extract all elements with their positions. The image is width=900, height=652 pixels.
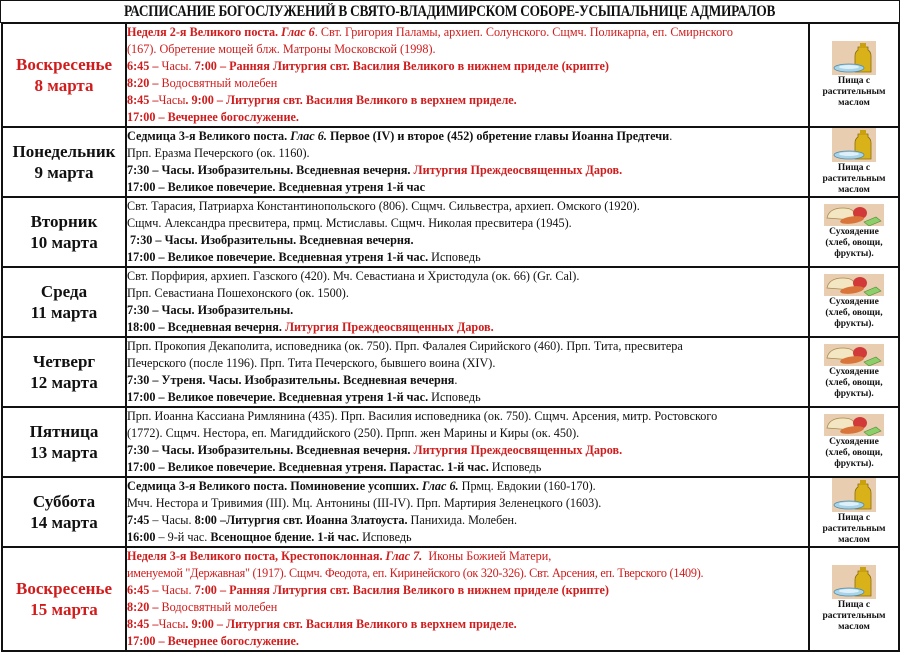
date: 10 марта — [30, 233, 98, 252]
day-cell — [2, 197, 126, 267]
service-line: 17:00 – Вечернее богослужение. — [127, 110, 299, 124]
feast-line — [127, 548, 808, 565]
services-cell — [126, 547, 809, 651]
day-cell — [2, 267, 126, 337]
weekday: Воскресенье — [15, 55, 112, 74]
services-cell — [126, 197, 809, 267]
fasting-label: Пища с — [837, 163, 871, 173]
fasting-cell — [809, 23, 899, 127]
service-line — [127, 512, 808, 529]
saints-line: именуемой "Державная" (1917). Сщмч. Феодота, еп. Киринейского (ок 320-326). Свт. Арсения, еп. Тверского (1409). — [127, 566, 704, 580]
weekday: Пятница — [29, 422, 99, 441]
service-time: 6:45 – — [127, 59, 162, 73]
service-line — [127, 92, 808, 109]
fasting-label: Пища с — [837, 513, 871, 523]
service-name: 7:30 – Утреня. Часы. Изобразительны. Вседневная вечерня — [127, 373, 455, 387]
service-name: Всенощное бдение. 1-й час. — [210, 530, 360, 544]
service-name: Часы — [158, 93, 186, 107]
schedule-row-wednesday-11 — [2, 267, 899, 337]
fasting-cell — [809, 127, 899, 197]
service-name: Панихида. Молебен. — [407, 513, 518, 527]
bread-vegetables-fruits-icon — [824, 414, 884, 436]
fasting-label: растительным — [822, 87, 886, 97]
fasting-label: фрукты). — [834, 459, 874, 469]
schedule-row-sunday-15 — [2, 547, 899, 651]
service-name: – 9-й час. — [155, 530, 211, 544]
services-cell — [126, 23, 809, 127]
plate-with-oil-bottle-icon — [832, 41, 876, 75]
fasting-label: маслом — [838, 98, 870, 108]
bread-vegetables-fruits-icon — [824, 204, 884, 226]
day-cell — [2, 23, 126, 127]
service-time: 6:45 – — [127, 583, 162, 597]
service-line — [127, 389, 808, 406]
bread-vegetables-fruits-icon — [824, 274, 884, 296]
services-cell — [126, 127, 809, 197]
service-line — [127, 582, 808, 599]
service-name: Часы. — [161, 59, 195, 73]
feast-title: Неделя 2-я Великого поста. — [127, 25, 282, 39]
feast-line — [127, 24, 808, 41]
fasting-label: (хлеб, овощи, — [825, 308, 883, 318]
feast-title: Седмица 3-я Великого поста. Поминовение усопших. — [127, 479, 422, 493]
fasting-label: Сухоядение — [829, 297, 879, 307]
services-cell — [126, 407, 809, 477]
service-name: . 9:00 – Литургия свт. Василия Великого в верхнем приделе. — [185, 93, 517, 107]
service-line: 7:30 – Часы. Изобразительны. Вседневная вечерня. — [127, 233, 414, 247]
service-name: Литургия Преждеосвященных Даров. — [284, 320, 494, 334]
fasting-label: Сухоядение — [829, 367, 879, 377]
feast-line — [127, 478, 808, 495]
plate-with-oil-bottle-icon — [832, 565, 876, 599]
feast-title: Первое (IV) и второе (452) обретение главы Иоанна Предтечи — [326, 129, 670, 143]
confession: Исповедь — [431, 250, 481, 264]
date: 13 марта — [30, 443, 98, 462]
fasting-label: фрукты). — [834, 389, 874, 399]
day-cell — [2, 547, 126, 651]
date: 14 марта — [30, 513, 98, 532]
service-line — [127, 529, 808, 546]
service-line — [127, 616, 808, 633]
service-time: 7:45 — [127, 513, 150, 527]
service-line — [127, 58, 808, 75]
service-time: 16:00 — [127, 530, 156, 544]
service-name: Литургия Преждеосвященных Даров. — [413, 163, 623, 177]
saints-line: Свт. Тарасия, Патриарха Константинопольского (806). Сщмч. Сильвестра, архиеп. Омского (1920). — [127, 199, 640, 213]
service-name: 7:00 – Ранняя Литургия свт. Василия Великого в нижнем приделе (крипте) — [194, 583, 609, 597]
service-line: 7:30 – Часы. Изобразительны. — [127, 303, 294, 317]
confession: Исповедь — [431, 390, 481, 404]
service-name: Часы. — [161, 583, 195, 597]
fasting-label: (хлеб, овощи, — [825, 378, 883, 388]
bread-vegetables-fruits-icon — [824, 344, 884, 366]
service-name: 7:30 – Часы. Изобразительны. Вседневная вечерня. — [127, 163, 414, 177]
fasting-label: растительным — [822, 174, 886, 184]
date: 15 марта — [30, 600, 98, 619]
service-name: Водосвятный молебен — [161, 76, 278, 90]
feast-line — [127, 128, 808, 145]
date: 11 марта — [30, 303, 98, 322]
service-name: 18:00 – Вседневная вечерня. — [127, 320, 285, 334]
page-title-text: РАСПИСАНИЕ БОГОСЛУЖЕНИЙ В СВЯТО-ВЛАДИМИРСКОМ СОБОРЕ-УСЫПАЛЬНИЦЕ АДМИРАЛОВ — [124, 3, 776, 20]
day-cell — [2, 407, 126, 477]
saints-line: (167). Обретение мощей блж. Матроны Московской (1998). — [127, 42, 436, 56]
service-line — [127, 599, 808, 616]
day-cell — [2, 477, 126, 547]
saints-line: Прп. Севастиана Пошехонского (ок. 1500). — [127, 286, 349, 300]
confession: Исповедь — [359, 530, 412, 544]
service-line — [127, 162, 808, 179]
schedule-row-friday-13 — [2, 407, 899, 477]
fasting-label: фрукты). — [834, 319, 874, 329]
service-line — [127, 75, 808, 92]
punctuation: . — [454, 373, 458, 387]
service-time: 8:20 – — [127, 76, 162, 90]
day-cell — [2, 337, 126, 407]
services-cell — [126, 267, 809, 337]
weekday: Воскресенье — [15, 579, 112, 598]
saints-line: Прп. Иоанна Кассиана Римлянина (435). Прп. Василия исповедника (ок. 750). Сщмч. Арсения, митр. Ростовского — [127, 409, 718, 423]
plate-with-oil-bottle-icon — [832, 478, 876, 512]
service-line — [127, 459, 808, 476]
service-name: Литургия Преждеосвященных Даров. — [413, 443, 623, 457]
schedule-row-monday-9 — [2, 127, 899, 197]
fasting-label: Пища с — [837, 76, 871, 86]
punctuation: . — [669, 129, 673, 143]
service-line — [127, 372, 808, 389]
schedule-row-sunday-8 — [2, 23, 899, 127]
date: 8 марта — [34, 76, 94, 95]
saints-line: Свт. Порфирия, архиеп. Газского (420). Мч. Севастиана и Христодула (ок. 66) (Gr. Cal). — [127, 269, 580, 283]
saints-line: (1772). Сщмч. Нестора, еп. Магиддийского (250). Прпп. жен Марины и Киры (ок. 450). — [127, 426, 580, 440]
service-line — [127, 249, 808, 266]
fasting-label: Сухоядение — [829, 227, 879, 237]
fasting-label: маслом — [838, 535, 870, 545]
service-name: 17:00 – Великое повечерие. Вседневная утреня. Парастас. 1-й час. — [127, 460, 492, 474]
page-title — [0, 0, 900, 23]
saints-line: Печерского (после 1196). Прп. Тита Печерского, бывшего воина (XIV). — [127, 356, 496, 370]
fasting-label: маслом — [838, 185, 870, 195]
service-name: 7:30 – Часы. Изобразительны. Вседневная вечерня. — [127, 443, 414, 457]
fasting-label: (хлеб, овощи, — [825, 448, 883, 458]
fasting-cell — [809, 267, 899, 337]
fasting-label: Сухоядение — [829, 437, 879, 447]
tone: Глас 7. — [385, 549, 423, 563]
weekday: Среда — [40, 282, 88, 301]
service-line: 17:00 – Вечернее богослужение. — [127, 634, 299, 648]
confession: Исповедь — [491, 460, 542, 474]
service-name: Водосвятный молебен — [161, 600, 278, 614]
feast-title: Неделя 3-я Великого поста, Крестопоклонная. — [127, 549, 386, 563]
tone: Глас 6. — [421, 479, 459, 493]
fasting-cell — [809, 547, 899, 651]
service-line: 17:00 – Великое повечерие. Вседневная утреня 1-й час — [127, 180, 426, 194]
fasting-cell — [809, 477, 899, 547]
service-name: . 9:00 – Литургия свт. Василия Великого в верхнем приделе. — [185, 617, 517, 631]
weekday: Понедельник — [12, 142, 116, 161]
weekday: Четверг — [32, 352, 96, 371]
fasting-label: растительным — [822, 611, 886, 621]
plate-with-oil-bottle-icon — [832, 128, 876, 162]
fasting-label: (хлеб, овощи, — [825, 238, 883, 248]
tone: Глас 6. — [290, 129, 327, 143]
fasting-label: маслом — [838, 622, 870, 632]
service-name: 17:00 – Великое повечерие. Вседневная утреня 1-й час. — [127, 390, 432, 404]
weekday: Вторник — [30, 212, 98, 231]
fasting-label: растительным — [822, 524, 886, 534]
saints: . Свт. Григория Паламы, архиеп. Солунского. Сщмч. Поликарпа, еп. Смирнского — [314, 25, 733, 39]
saints-line: Сщмч. Александра пресвитера, прмц. Мстиславы. Сщмч. Николая пресвитера (1945). — [127, 216, 572, 230]
services-cell — [126, 337, 809, 407]
saints: Иконы Божией Матери, — [422, 549, 552, 563]
fasting-cell — [809, 407, 899, 477]
schedule-row-saturday-14 — [2, 477, 899, 547]
saints-line: Прп. Прокопия Декаполита, исповедника (ок. 750). Прп. Фалалея Сирийского (460). Прп. Тита, пресвитера — [127, 339, 683, 353]
schedule-table — [1, 22, 900, 652]
service-time: 8:20 – — [127, 600, 162, 614]
tone: Глас 6 — [281, 25, 315, 39]
fasting-cell — [809, 197, 899, 267]
saints-line: Мчч. Нестора и Тривимия (III). Мц. Антонины (III-IV). Прп. Мартирия Зеленецкого (1603). — [127, 496, 602, 510]
service-line — [127, 319, 808, 336]
fasting-label: фрукты). — [834, 249, 874, 259]
services-cell — [126, 477, 809, 547]
service-time: 8:45 – — [127, 617, 159, 631]
date: 9 марта — [34, 163, 94, 182]
schedule-row-tuesday-10 — [2, 197, 899, 267]
day-cell — [2, 127, 126, 197]
saints-line: Прп. Еразма Печерского (ок. 1160). — [127, 146, 310, 160]
date: 12 марта — [30, 373, 98, 392]
service-line — [127, 442, 808, 459]
feast-title: Седмица 3-я Великого поста. — [127, 129, 291, 143]
service-name: 17:00 – Великое повечерие. Вседневная утреня 1-й час. — [127, 250, 432, 264]
weekday: Суббота — [32, 492, 96, 511]
saints: Прмц. Евдокии (160-170). — [458, 479, 596, 493]
service-name: Часы — [158, 617, 186, 631]
service-time: 8:45 – — [127, 93, 159, 107]
service-name: 8:00 –Литургия свт. Иоанна Златоуста. — [194, 513, 408, 527]
fasting-cell — [809, 337, 899, 407]
service-name: 7:00 – Ранняя Литургия свт. Василия Великого в нижнем приделе (крипте) — [194, 59, 609, 73]
fasting-label: Пища с — [837, 600, 871, 610]
service-name: – Часы. — [149, 513, 195, 527]
schedule-row-thursday-12 — [2, 337, 899, 407]
